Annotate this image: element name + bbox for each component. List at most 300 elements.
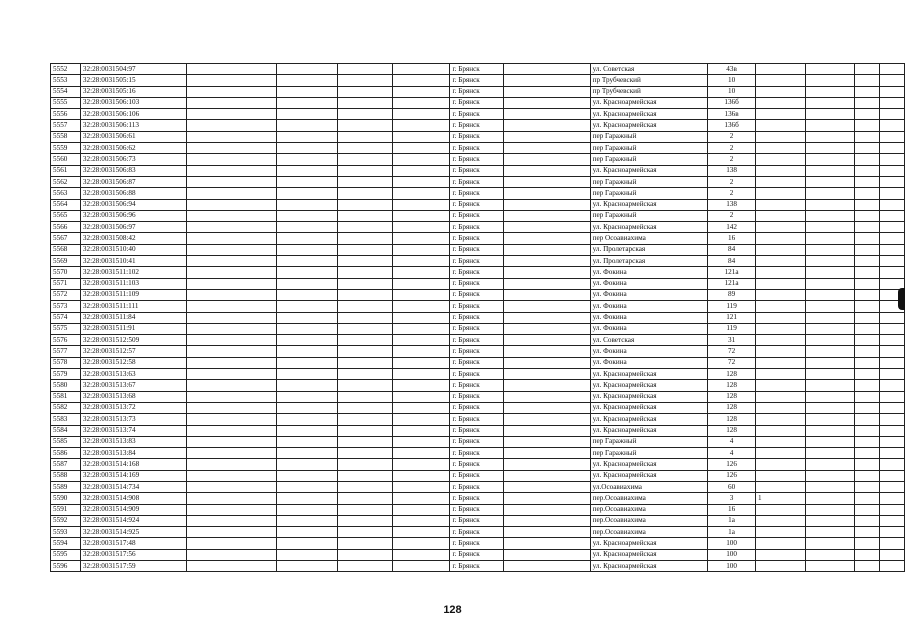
empty-cell [186,515,276,526]
extra-cell [755,165,805,176]
table-row [51,561,905,572]
empty-cell [504,244,590,255]
empty-cell [855,278,880,289]
empty-cell [805,481,855,492]
house-cell: 121а [708,267,756,278]
empty-cell [880,176,905,187]
empty-cell [338,391,393,402]
extra-cell [755,335,805,346]
empty-cell [880,448,905,459]
empty-cell [338,504,393,515]
empty-cell [880,459,905,470]
empty-cell [855,75,880,86]
empty-cell [880,369,905,380]
street-cell: ул. Красноармейская [590,402,708,413]
table-row [51,210,905,221]
empty-cell [504,436,590,447]
empty-cell [186,312,276,323]
city-cell: г. Брянск [450,515,504,526]
empty-cell [805,414,855,425]
street-cell: ул. Советская [590,335,708,346]
empty-cell [855,86,880,97]
empty-cell [338,414,393,425]
empty-cell [392,369,450,380]
empty-cell [855,120,880,131]
empty-cell [504,504,590,515]
city-cell: г. Брянск [450,97,504,108]
extra-cell [755,188,805,199]
empty-cell [855,459,880,470]
empty-cell [855,143,880,154]
empty-cell [805,323,855,334]
empty-cell [805,143,855,154]
empty-cell [504,188,590,199]
empty-cell [276,233,338,244]
empty-cell [392,481,450,492]
city-cell: г. Брянск [450,165,504,176]
row-number: 5562 [51,176,81,187]
empty-cell [338,233,393,244]
empty-cell [186,470,276,481]
empty-cell [880,357,905,368]
empty-cell [855,436,880,447]
empty-cell [880,188,905,199]
cadastral-number: 32:28:0031511:84 [80,312,186,323]
empty-cell [504,481,590,492]
empty-cell [338,210,393,221]
empty-cell [504,312,590,323]
empty-cell [880,312,905,323]
empty-cell [186,210,276,221]
extra-cell [755,538,805,549]
extra-cell [755,120,805,131]
empty-cell [276,176,338,187]
empty-cell [392,165,450,176]
empty-cell [392,244,450,255]
city-cell: г. Брянск [450,75,504,86]
table-row [51,233,905,244]
extra-cell [755,549,805,560]
empty-cell [338,97,393,108]
empty-cell [338,165,393,176]
empty-cell [504,131,590,142]
empty-cell [276,143,338,154]
empty-cell [392,199,450,210]
empty-cell [186,143,276,154]
empty-cell [276,414,338,425]
empty-cell [276,267,338,278]
house-cell: 100 [708,538,756,549]
table-row [51,335,905,346]
table-row [51,256,905,267]
street-cell: пер Гаражный [590,143,708,154]
row-number: 5588 [51,470,81,481]
extra-cell [755,210,805,221]
cadastral-number: 32:28:0031506:87 [80,176,186,187]
row-number: 5565 [51,210,81,221]
empty-cell [276,188,338,199]
cadastral-number: 32:28:0031514:925 [80,527,186,538]
empty-cell [880,86,905,97]
table-row [51,222,905,233]
city-cell: г. Брянск [450,143,504,154]
table-row [51,267,905,278]
extra-cell [755,527,805,538]
street-cell: ул. Красноармейская [590,549,708,560]
empty-cell [186,109,276,120]
empty-cell [880,515,905,526]
empty-cell [338,222,393,233]
empty-cell [186,402,276,413]
house-cell: 128 [708,369,756,380]
empty-cell [186,188,276,199]
empty-cell [186,256,276,267]
empty-cell [276,75,338,86]
empty-cell [338,493,393,504]
house-cell: 100 [708,561,756,572]
cadastral-number: 32:28:0031505:16 [80,86,186,97]
empty-cell [805,188,855,199]
empty-cell [880,561,905,572]
empty-cell [186,120,276,131]
city-cell: г. Брянск [450,561,504,572]
street-cell: ул. Красноармейская [590,369,708,380]
empty-cell [504,109,590,120]
empty-cell [338,561,393,572]
empty-cell [880,425,905,436]
house-cell: 43в [708,64,756,75]
house-cell: 126 [708,470,756,481]
empty-cell [880,504,905,515]
extra-cell [755,414,805,425]
empty-cell [186,436,276,447]
empty-cell [338,109,393,120]
binder-mark [898,288,905,310]
empty-cell [805,199,855,210]
row-number: 5592 [51,515,81,526]
empty-cell [504,335,590,346]
empty-cell [276,549,338,560]
empty-cell [338,312,393,323]
house-cell: 138 [708,199,756,210]
street-cell: пер Гаражный [590,154,708,165]
house-cell: 4 [708,436,756,447]
empty-cell [880,402,905,413]
empty-cell [805,527,855,538]
house-cell: 142 [708,222,756,233]
empty-cell [338,86,393,97]
house-cell: 84 [708,244,756,255]
empty-cell [392,448,450,459]
street-cell: пер Осоавиахима [590,233,708,244]
house-cell: 3 [708,493,756,504]
empty-cell [276,244,338,255]
street-cell: ул. Красноармейская [590,561,708,572]
table-row [51,176,905,187]
city-cell: г. Брянск [450,233,504,244]
house-cell: 121а [708,278,756,289]
table-row [51,448,905,459]
empty-cell [855,267,880,278]
street-cell: ул. Фокина [590,323,708,334]
empty-cell [392,346,450,357]
empty-cell [276,369,338,380]
city-cell: г. Брянск [450,154,504,165]
city-cell: г. Брянск [450,109,504,120]
extra-cell [755,233,805,244]
row-number: 5584 [51,425,81,436]
empty-cell [338,346,393,357]
house-cell: 138 [708,165,756,176]
street-cell: пер.Осоавиахима [590,493,708,504]
table-row [51,425,905,436]
empty-cell [276,425,338,436]
city-cell: г. Брянск [450,210,504,221]
row-number: 5595 [51,549,81,560]
row-number: 5593 [51,527,81,538]
house-cell: 128 [708,425,756,436]
empty-cell [880,323,905,334]
cadastral-number: 32:28:0031517:59 [80,561,186,572]
empty-cell [504,97,590,108]
empty-cell [276,210,338,221]
city-cell: г. Брянск [450,357,504,368]
street-cell: ул. Фокина [590,267,708,278]
empty-cell [805,267,855,278]
empty-cell [504,199,590,210]
table-row [51,143,905,154]
empty-cell [338,256,393,267]
empty-cell [186,278,276,289]
empty-cell [504,515,590,526]
row-number: 5579 [51,369,81,380]
city-cell: г. Брянск [450,301,504,312]
empty-cell [855,470,880,481]
empty-cell [855,448,880,459]
empty-cell [186,97,276,108]
extra-cell [755,436,805,447]
table-row [51,109,905,120]
cadastral-number: 32:28:0031514:924 [80,515,186,526]
row-number: 5559 [51,143,81,154]
city-cell: г. Брянск [450,391,504,402]
row-number: 5586 [51,448,81,459]
empty-cell [504,470,590,481]
city-cell: г. Брянск [450,335,504,346]
empty-cell [504,176,590,187]
empty-cell [338,459,393,470]
street-cell: пер Гаражный [590,176,708,187]
empty-cell [504,346,590,357]
extra-cell [755,222,805,233]
cadastral-number: 32:28:0031511:103 [80,278,186,289]
empty-cell [805,380,855,391]
cadastral-number: 32:28:0031514:909 [80,504,186,515]
empty-cell [855,210,880,221]
row-number: 5552 [51,64,81,75]
row-number: 5596 [51,561,81,572]
table-row [51,391,905,402]
extra-cell [755,75,805,86]
street-cell: ул. Красноармейская [590,222,708,233]
empty-cell [276,154,338,165]
city-cell: г. Брянск [450,267,504,278]
cadastral-number: 32:28:0031511:109 [80,289,186,300]
house-cell: 89 [708,289,756,300]
empty-cell [276,256,338,267]
street-cell: ул. Красноармейская [590,109,708,120]
empty-cell [392,323,450,334]
empty-cell [805,470,855,481]
empty-cell [338,131,393,142]
empty-cell [392,120,450,131]
empty-cell [805,425,855,436]
table-row [51,278,905,289]
empty-cell [504,549,590,560]
table-row [51,312,905,323]
empty-cell [276,402,338,413]
empty-cell [276,312,338,323]
row-number: 5556 [51,109,81,120]
city-cell: г. Брянск [450,188,504,199]
street-cell: пер.Осоавиахима [590,527,708,538]
city-cell: г. Брянск [450,278,504,289]
house-cell: 136б [708,120,756,131]
row-number: 5571 [51,278,81,289]
empty-cell [186,154,276,165]
table-row [51,154,905,165]
empty-cell [186,380,276,391]
empty-cell [855,391,880,402]
empty-cell [504,301,590,312]
empty-cell [805,561,855,572]
empty-cell [338,75,393,86]
street-cell: пер.Осоавиахима [590,504,708,515]
city-cell: г. Брянск [450,493,504,504]
empty-cell [338,143,393,154]
empty-cell [392,143,450,154]
empty-cell [186,233,276,244]
empty-cell [338,335,393,346]
cadastral-number: 32:28:0031513:74 [80,425,186,436]
cadastral-number: 32:28:0031512:509 [80,335,186,346]
empty-cell [392,289,450,300]
extra-cell [755,561,805,572]
empty-cell [504,64,590,75]
empty-cell [276,323,338,334]
empty-cell [880,391,905,402]
empty-cell [276,459,338,470]
empty-cell [338,470,393,481]
extra-cell [755,109,805,120]
city-cell: г. Брянск [450,64,504,75]
extra-cell [755,369,805,380]
empty-cell [855,527,880,538]
house-cell: 119 [708,301,756,312]
empty-cell [855,414,880,425]
row-number: 5555 [51,97,81,108]
empty-cell [805,493,855,504]
empty-cell [855,515,880,526]
cadastral-number: 32:28:0031506:88 [80,188,186,199]
house-cell: 2 [708,131,756,142]
extra-cell [755,131,805,142]
empty-cell [805,120,855,131]
row-number: 5563 [51,188,81,199]
empty-cell [504,289,590,300]
house-cell: 72 [708,346,756,357]
row-number: 5582 [51,402,81,413]
empty-cell [805,436,855,447]
empty-cell [276,481,338,492]
empty-cell [276,380,338,391]
empty-cell [805,301,855,312]
row-number: 5566 [51,222,81,233]
empty-cell [504,256,590,267]
empty-cell [855,109,880,120]
empty-cell [504,425,590,436]
empty-cell [276,515,338,526]
empty-cell [504,267,590,278]
table-row [51,323,905,334]
empty-cell [276,436,338,447]
empty-cell [504,154,590,165]
empty-cell [276,86,338,97]
empty-cell [186,176,276,187]
street-cell: ул.Осоавиахима [590,481,708,492]
street-cell: ул. Красноармейская [590,459,708,470]
extra-cell [755,470,805,481]
empty-cell [392,64,450,75]
table-row [51,120,905,131]
empty-cell [276,199,338,210]
empty-cell [805,244,855,255]
table-row [51,369,905,380]
cadastral-number: 32:28:0031506:62 [80,143,186,154]
empty-cell [186,75,276,86]
row-number: 5587 [51,459,81,470]
empty-cell [186,335,276,346]
table-row [51,165,905,176]
empty-cell [338,549,393,560]
cadastral-number: 32:28:0031508:42 [80,233,186,244]
empty-cell [855,97,880,108]
city-cell: г. Брянск [450,459,504,470]
street-cell: ул. Красноармейская [590,380,708,391]
cadastral-number: 32:28:0031511:102 [80,267,186,278]
row-number: 5553 [51,75,81,86]
empty-cell [805,233,855,244]
extra-cell [755,323,805,334]
cadastral-number: 32:28:0031513:63 [80,369,186,380]
cadastral-number: 32:28:0031510:41 [80,256,186,267]
empty-cell [276,470,338,481]
row-number: 5589 [51,481,81,492]
street-cell: пер Гаражный [590,210,708,221]
empty-cell [186,323,276,334]
empty-cell [805,549,855,560]
empty-cell [392,538,450,549]
empty-cell [855,504,880,515]
street-cell: ул. Красноармейская [590,391,708,402]
house-cell: 31 [708,335,756,346]
empty-cell [338,538,393,549]
house-cell: 72 [708,357,756,368]
city-cell: г. Брянск [450,448,504,459]
row-number: 5583 [51,414,81,425]
empty-cell [276,109,338,120]
empty-cell [392,233,450,244]
